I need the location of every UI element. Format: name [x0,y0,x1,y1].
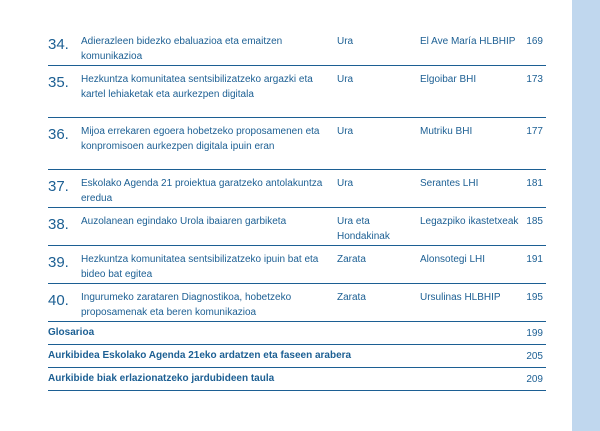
entry-school: Legazpiko ikastetxeak [420,216,519,227]
entry-title: Eskolako Agenda 21 proiektua garatzeko antolakuntza eredua [81,178,323,204]
section-label: Aurkibidea Eskolako Agenda 21eko ardatzen eta faseen arabera [48,350,352,361]
entry-title: Hezkuntza komunitatea sentsibilizatzeko ipuin bat eta bideo bat egitea [81,254,319,280]
section-page: 205 [526,351,543,362]
entry-theme: Ura [337,74,354,85]
toc-entry-37[interactable] [48,170,546,208]
entry-theme: Ura eta Hondakinak [337,216,390,242]
toc-entry-34[interactable] [48,28,546,66]
entry-page: 173 [526,74,543,85]
entry-page: 191 [526,254,543,265]
entry-title: Ingurumeko zarataren Diagnostikoa, hobetzeko proposamenak eta beren komunikazioa [81,292,292,318]
entry-page: 195 [526,292,543,303]
entry-theme: Zarata [337,292,366,303]
entry-number: 38. [48,216,69,233]
entry-school: Mutriku BHI [420,126,473,137]
toc-entry-36[interactable] [48,118,546,170]
entry-page: 181 [526,178,543,189]
entry-title: Hezkuntza komunitatea sentsibilizatzeko argazki eta kartel lehiaketak eta aurkezpen digitala [81,74,313,100]
entry-theme: Zarata [337,254,366,265]
entry-school: Alonsotegi LHI [420,254,486,265]
side-color-bar [572,0,600,431]
entry-number: 39. [48,254,69,271]
entry-school: Serantes LHI [420,178,479,189]
toc-entry-39[interactable] [48,246,546,284]
toc-section-practices-table[interactable] [48,368,546,391]
table-of-contents [48,28,546,391]
toc-section-glossary[interactable] [48,322,546,345]
section-page: 209 [526,374,543,385]
section-label: Aurkibide biak erlazionatzeko jardubideen taula [48,373,275,384]
toc-entry-40[interactable] [48,284,546,322]
entry-theme: Ura [337,126,354,137]
entry-page: 177 [526,126,543,137]
entry-title: Auzolanean egindako Urola ibaiaren garbiketa [81,216,287,227]
entry-number: 37. [48,178,69,195]
section-page: 199 [526,328,543,339]
entry-school: Elgoibar BHI [420,74,477,85]
entry-school: Ursulinas HLBHIP [420,292,501,303]
toc-section-axes-index[interactable] [48,345,546,368]
entry-page: 169 [526,36,543,47]
entry-number: 34. [48,36,69,53]
entry-title: Mijoa errekaren egoera hobetzeko proposamenen eta konpromisoen aurkezpen digitala ipuin eran [81,126,320,152]
toc-entry-35[interactable] [48,66,546,118]
section-label: Glosarioa [48,327,95,338]
entry-theme: Ura [337,178,354,189]
toc-entry-38[interactable] [48,208,546,246]
entry-title: Adierazleen bidezko ebaluazioa eta emaitzen komunikazioa [81,36,283,62]
entry-number: 35. [48,74,69,91]
entry-school: El Ave María HLBHIP [420,36,516,47]
entry-number: 36. [48,126,69,143]
entry-page: 185 [526,216,543,227]
entry-theme: Ura [337,36,354,47]
entry-number: 40. [48,292,69,309]
